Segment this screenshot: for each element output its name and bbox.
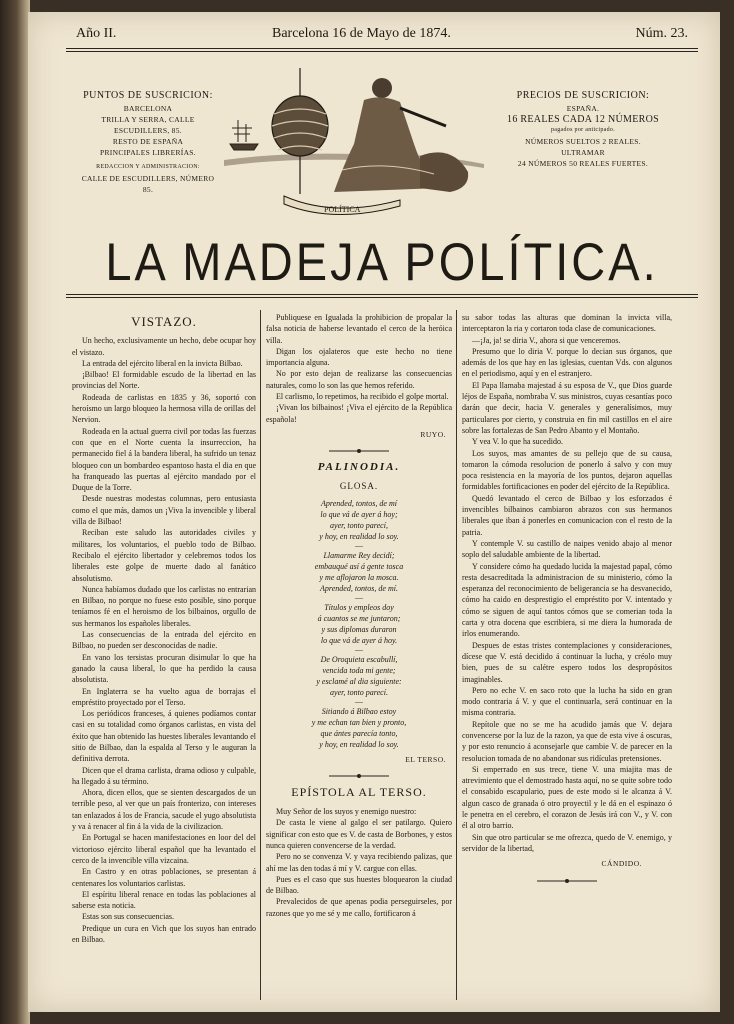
newspaper-page [28, 12, 720, 1012]
left-line: PRINCIPALES LIBRERÍAS. [100, 148, 196, 157]
paragraph: Prevalecidos de que apenas podia perseguirseles, por razones que yo me sé y me callo, fortificaron á [266, 897, 452, 918]
left-line: BARCELONA [123, 104, 173, 113]
right-line: ESPAÑA. [566, 104, 600, 113]
poem-line: Aprended, tontos, de mí. [320, 584, 398, 594]
masthead-row [76, 26, 688, 46]
paragraph: Nunca habíamos dudado que los carlistas no entrarian en Bilbao, no porque no fuese esto posible, sino porque teníamos fé en el heroismo de los bilbainos, orgullo de sus hermanos los españoles liberales. [72, 584, 256, 628]
ornament-divider [266, 771, 452, 782]
ornament-icon [329, 773, 389, 779]
glosa-heading: GLOSA. [339, 480, 379, 491]
paragraph: Pero no se convenza V. y vaya recibiendo palizas, que ahí me las den todas á mí y V. cargue con ellas. [266, 852, 452, 873]
paragraph: Quedó levantado el cerco de Bilbao y los esforzados é invencibles bilbainos cambiaron abrazos con sus hermanos liberales que iban á ponerles en comunicacion con el resto de la patria. [462, 493, 672, 537]
paragraph: Los periódicos franceses, á quienes podíamos contar casi en su totalidad como órganos carlistas, en vista del éxito que han obtenido las huestes liberales levantando el sitio de Bilbao, dan la espalda al Terso y le auguran la definitiva derrota. [72, 709, 256, 764]
paragraph: Desde nuestras modestas columnas, pero entusiasta como el que más, damos un ¡Viva la invencible y liberal villa de Bilbao! [72, 494, 256, 527]
paragraph: Repítole que no se me ha acudido jamás que V. dejara convencerse por la luz de la razon, ya que de esta vive á oscuras, y por esto renuncio á aconsejarle que cambie V. de parecer en la resolucion tomada de no abandonar sus ridículas pretensiones. [462, 719, 672, 763]
poem-line: ayer, tonto parecí. [330, 688, 388, 698]
subscription-points-box [78, 90, 218, 195]
poem-line: que ántes parecía tonto, [320, 729, 398, 739]
right-line: 16 REALES CADA 12 NÚMEROS [507, 114, 659, 125]
paragraph: Reciban este saludo las autoridades civiles y militares, los voluntarios, el pueblo todo de Bilbao. Recibalo el ejército libertador y celebremos todos los liberales este golpe de muerte dado al fanático absolutismo. [72, 528, 256, 583]
signature: CÁNDIDO. [601, 859, 642, 869]
poem-stanza [266, 654, 452, 698]
paragraph: El carlismo, lo repetimos, ha recibido el golpe mortal. [276, 392, 449, 402]
paragraph: No por esto dejan de realizarse las consecuencias naturales, como lo son las que hemos referido. [266, 369, 452, 390]
title-rule-2 [66, 297, 698, 298]
vistazo-heading: VISTAZO. [131, 314, 197, 329]
right-line: NÚMEROS SUELTOS 2 REALES. [525, 137, 641, 146]
poem-stanza [266, 706, 452, 750]
poem-stanza [266, 498, 452, 542]
paragraph: En Inglaterra se ha vuelto agua de borrajas el empréstito proyectado por el Terso. [72, 686, 256, 707]
paragraph: El espíritu liberal renace en todas las poblaciones al saberse esta noticia. [72, 889, 256, 911]
palinodia-heading: PALINODIA. [317, 460, 401, 473]
paragraph: El Papa llamaba majestad á su esposa de V., que Dios guarde léjos de España, nombraba V. sus ministros, cuyas cesantías poco darán que decir, hacia V. generales y generalísimos, muy particulares por cierto, y construia en fin mil castillos en el aire sobre las fortalezas de San Pedro Abanto y el Montaño. [462, 380, 672, 435]
right-line: ULTRAMAR [561, 148, 605, 157]
paragraph: Dicen que el drama carlista, drama odioso y culpable, ha llegado á su término. [72, 765, 256, 786]
poem-line: vencida toda mi gente; [322, 666, 396, 676]
paragraph: De casta le viene al galgo el ser patilargo. Quiero significar con esto que es V. de casta de Borbones, y estos nunca quieren convencerse de la verdad. [266, 818, 452, 850]
paragraph: Y contemple V. su castillo de naipes venido abajo al menor soplo del saludable ambiente de la libertad. [462, 538, 672, 560]
stanza-dash: — [355, 593, 363, 603]
poem-line: y me aflojaron la mosca. [319, 573, 399, 583]
stanza-dash: — [355, 541, 363, 551]
paragraph: Si emperrado en sus trece, tiene V. una miajita mas de atrevimiento que el demostrado hasta aquí, no se quite sobre todo el consabido escapulario, pues de este modo si le alcanza á V. algun casco de granada ó otro proyectil y le dá en el espinazo ó le penetra en el cerebro, el corazon de Jesús irá con V., y V. con él al otro barrio. [462, 764, 672, 831]
paragraph: Despues de estas tristes contemplaciones y consideraciones, dícese que V. está decidido á continuar la lucha, y créolo muy bien, pues de su calétre espero todos los despropósitos imaginables. [462, 640, 672, 684]
paragraph: Presumo que lo diria V. porque lo decian sus órganos, que además de los que hay en las iglesias, cuentan Vds. con algunos en el periodismo, aquí y en el estranjero. [462, 346, 672, 379]
paragraph: En Castro y en otras poblaciones, se presentan á centenares los voluntarios carlistas. [72, 867, 256, 888]
paragraph: Y considere cómo ha quedado lucida la majestad papal, cómo resta desacreditada la administracion de su ministerio, cómo la esperanza del reconocimiento de beligerancia se ha desvanecido, cómo ha caido en desprestigio el empréstito por V. intentado y cómo se siguen de aquí tantos cómos que se comerian toda la carta y otra docena que escribiera, si me diera la humorada de irlos enumerando. [462, 561, 672, 639]
paragraph: Pues es el caso que sus huestes bloquearon la ciudad de Bilbao. [266, 874, 452, 896]
signature: EL TERSO. [405, 755, 446, 765]
column-divider [456, 310, 457, 1000]
poem-line: Llamarme Rey decidí; [323, 551, 395, 561]
poem-line: y hoy, en realidad lo soy. [319, 532, 399, 542]
poem-stanza [266, 550, 452, 594]
subscription-prices-heading: PRECIOS DE SUSCRICION: [516, 90, 650, 101]
ornament-divider [462, 876, 672, 887]
paragraph: Pero no eche V. en saco roto que la lucha ha sido en gran modo contraria á V. y que el continuarla, será continuar en la misma contraria. [462, 685, 672, 718]
poem-line: De Oroquieta escabullí, [320, 655, 398, 665]
place-date: Barcelona 16 de Mayo de 1874. [272, 26, 451, 41]
newspaper-title: LA MADEJA POLÍTICA. [105, 231, 659, 292]
emblem-label: POLÍTICA [324, 205, 361, 214]
paragraph: Digan los ojalateros que este hecho no tiene importancia alguna. [266, 346, 452, 368]
paragraph: Publiquese en Igualada la prohibicion de propalar la falsa noticia de haberse levantado el cerco de la heróica villa. [266, 313, 452, 345]
right-line: pagados por anticipado. [550, 127, 616, 133]
year-label: Año II. [76, 26, 117, 41]
title-rule [66, 294, 698, 295]
column-2 [266, 312, 452, 919]
ornament-divider [266, 446, 452, 457]
paragraph: Los suyos, mas amantes de su pellejo que de su causa, tomaron la cómoda resolucion de ponerlo á salvo y con muy poca resistencia en la mayoría de los puntos, dejaron aquellas formidables fortificaciones en poder del ejército de la República. [462, 448, 672, 492]
paragraph: Y vea V. lo que ha sucedido. [472, 437, 563, 447]
paragraph: Rodeada en la actual guerra civil por todas las fuerzas con que en el Norte cuenta la insurreccion, ha permanecido fiel á la bandera liberal, ha sufrido un tenaz bloqueo con un bombardeo espantoso hasta el dia en que ha franqueado las puertas al ejército mandado por el Duque de la Torre. [72, 426, 256, 493]
stanza-dash: — [355, 697, 363, 707]
poem-line: lo que vá de ayer á hoy. [320, 636, 398, 646]
subscription-points-heading: PUNTOS DE SUSCRICION: [83, 90, 213, 101]
poem-line: y sus diplomas duraron [321, 625, 397, 635]
left-line: RESTO DE ESPAÑA [112, 137, 184, 146]
right-line: 24 NÚMEROS 50 REALES FUERTES. [517, 159, 649, 168]
paragraph: —¡Ja, ja! se diria V., ahora si que venceremos. [472, 335, 621, 345]
masthead-rule [66, 48, 698, 49]
poem-line: y esclamé al dia siguiente: [316, 677, 402, 687]
allegorical-emblem-icon [224, 64, 484, 224]
poem-line: Aprended, tontos, de mí [321, 499, 397, 509]
paragraph: Rodeada de carlistas en 1835 y 36, soportó con heroísmo un largo bloqueo la hermosa villa de orillas del Nervion. [72, 392, 256, 425]
epistola-heading: EPÍSTOLA AL TERSO. [291, 784, 427, 799]
poem-line: y me echan tan bien y pronto, [311, 718, 407, 728]
paragraph: Sin que otro particular se me ofrezca, quedo de V. enemigo, y servidor de la libertad, [462, 832, 672, 853]
poem-line: á cuantos se me juntaron; [317, 614, 401, 624]
subscription-prices-box [498, 90, 668, 169]
paragraph: Ahora, dicen ellos, que se sienten descargados de un terrible peso, al ver que un país fronterizo, con intereses tan enlazados á los de Francia, sacude el yugo absolutista y va á renacer al fin á la vida de la civilizacion. [72, 788, 256, 832]
ornament-icon [329, 448, 389, 454]
paragraph: Estas son sus consecuencias. [82, 912, 174, 922]
poem-line: ayer, tonto parecí, [330, 521, 388, 531]
poem-line: y hoy, en realidad lo soy. [319, 740, 399, 750]
issue-number: Núm. 23. [635, 26, 688, 41]
left-line: CALLE DE ESCUDILLERS, NÚMERO 85. [81, 174, 215, 194]
column-3 [462, 312, 672, 891]
paragraph: Un hecho, exclusivamente un hecho, debe ocupar hoy el vistazo. [72, 336, 256, 357]
masthead-rule-2 [66, 51, 698, 52]
paragraph: En vano los tersistas procuran disimular lo que ha ganado la causa liberal, lo que ha perdido la causa absolutista. [72, 652, 256, 685]
paragraph: La entrada del ejército liberal en la invicta Bilbao. [82, 358, 243, 368]
poem-line: Títulos y empleos doy [324, 603, 394, 613]
poem-line: Sitiando á Bilbao estoy [321, 707, 397, 717]
left-line: REDACCION Y ADMINISTRACION: [96, 164, 200, 170]
poem-stanza [266, 602, 452, 646]
ornament-icon [537, 878, 597, 884]
poem-line: lo que vá de ayer á hoy; [320, 510, 398, 520]
paragraph: su sabor todas las alturas que dominan la invicta villa, interceptaron la ria y cortaron toda clase de comunicaciones. [462, 313, 672, 334]
paragraph: En Portugal se hacen manifestaciones en loor del del victorioso ejército liberal español que ha levantado el cerco de la invencible villa vizcaina. [72, 833, 256, 865]
paragraph: Muy Señor de los suyos y enemigo nuestro: [276, 807, 417, 817]
left-line: TRILLA Y SERRA, CALLE ESCUDILLERS, 85. [101, 115, 195, 135]
paragraph: ¡Vivan los bilbainos! ¡Viva el ejército de la República española! [266, 403, 452, 424]
paragraph: Las consecuencias de la entrada del ejército en Bilbao, no pueden ser desconocidas de nadie. [72, 630, 256, 651]
paragraph: Predique un cura en Vich que los suyos han entrado en Bilbao. [72, 923, 256, 945]
paragraph: ¡Bilbao! El formidable escudo de la libertad en las provincias del Norte. [72, 370, 256, 391]
signature: RUYO. [420, 429, 446, 439]
column-1 [72, 312, 256, 945]
stanza-dash: — [355, 645, 363, 655]
column-divider [260, 310, 261, 1000]
poem-line: embauqué así á gente tosca [314, 562, 404, 572]
book-spine [0, 0, 30, 1024]
